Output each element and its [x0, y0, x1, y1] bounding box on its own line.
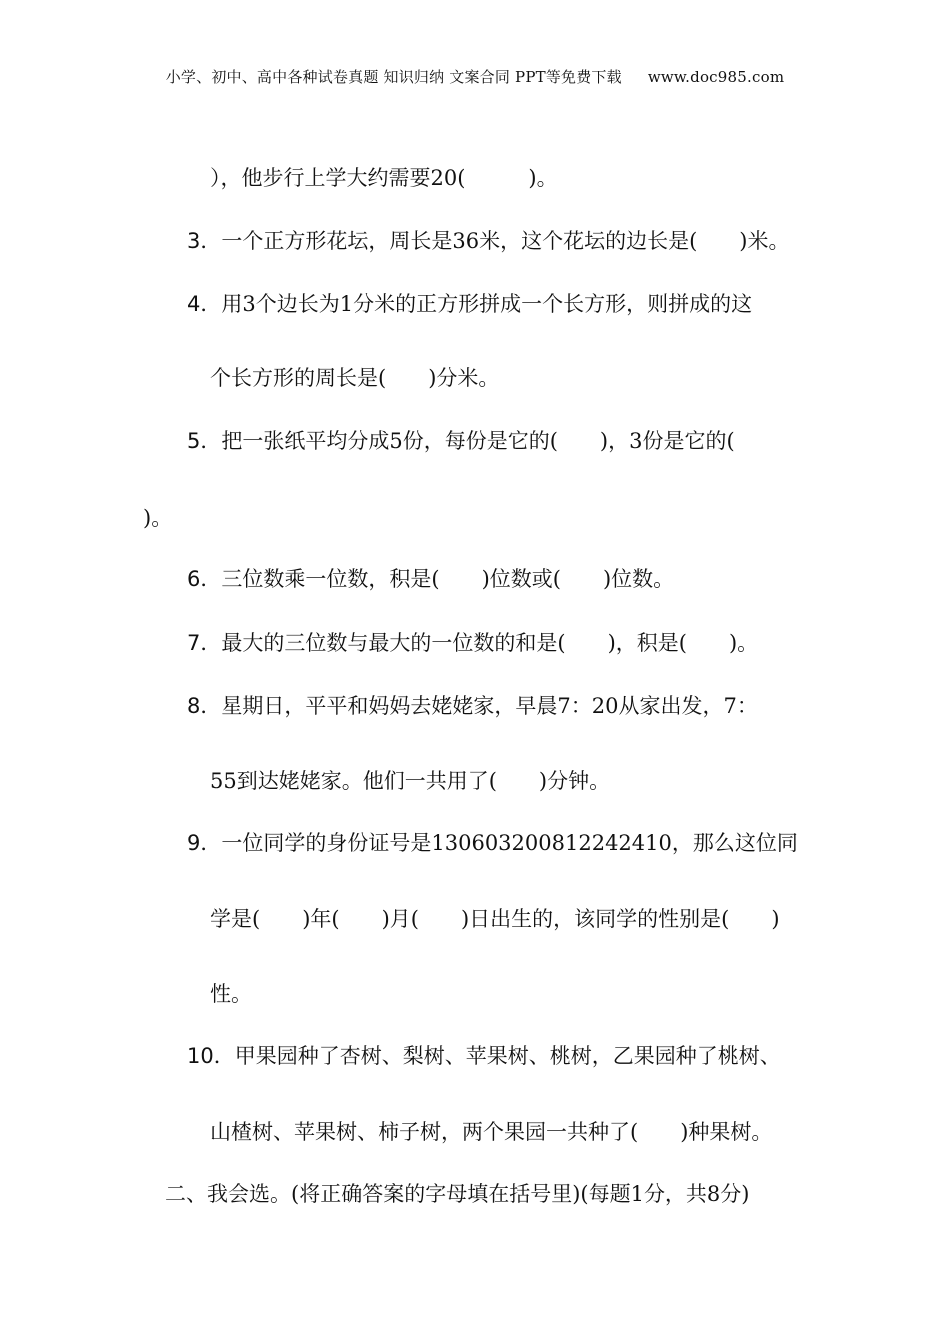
question-8-continuation: 55到达姥姥家。他们一共用了( )分钟。 — [210, 769, 611, 793]
question-text: 用3个边长为1分米的正方形拼成一个长方形，则拼成的这 — [221, 292, 753, 316]
question-4 — [187, 290, 752, 318]
question-9-continuation-2: 性。 — [210, 982, 252, 1006]
question-number: 4． — [187, 292, 222, 316]
header-url: www.doc985.com — [647, 68, 785, 86]
question-9-continuation: 学是( )年( )月( )日出生的，该同学的性别是( ) — [210, 907, 780, 931]
q2-continuation: ），他步行上学大约需要20( )。 — [210, 166, 558, 190]
header-text: 小学、初中、高中各种试卷真题 知识归纳 文案合同 PPT等免费下载 — [165, 68, 622, 86]
question-text: 把一张纸平均分成5份，每份是它的( )，3份是它的( — [221, 429, 735, 453]
question-number: 6． — [187, 567, 222, 591]
question-number: 10． — [187, 1044, 235, 1068]
question-number: 3． — [187, 229, 222, 253]
section-2-heading: 二、我会选。(将正确答案的字母填在括号里)(每题1分，共8分) — [165, 1182, 750, 1206]
question-text: 甲果园种了杏树、梨树、苹果树、桃树，乙果园种了桃树、 — [234, 1044, 781, 1068]
question-5-continuation: )。 — [143, 506, 173, 530]
page-header — [0, 66, 950, 87]
question-10 — [187, 1042, 781, 1070]
question-3 — [187, 227, 789, 255]
question-text: 三位数乘一位数，积是( )位数或( )位数。 — [221, 567, 675, 591]
question-9 — [187, 829, 798, 857]
question-number: 5． — [187, 429, 222, 453]
question-text: 星期日，平平和妈妈去姥姥家，早晨7：20从家出发，7： — [221, 694, 758, 718]
question-number: 9． — [187, 831, 222, 855]
question-4-continuation: 个长方形的周长是( )分米。 — [210, 366, 500, 390]
question-10-continuation: 山楂树、苹果树、柿子树，两个果园一共种了( )种果树。 — [210, 1120, 773, 1144]
question-5 — [187, 427, 735, 455]
question-6 — [187, 565, 674, 593]
question-8 — [187, 692, 758, 720]
question-number: 7． — [187, 631, 222, 655]
question-7 — [187, 629, 758, 657]
question-text: 一位同学的身份证号是130603200812242410，那么这位同 — [221, 831, 798, 855]
question-number: 8． — [187, 694, 222, 718]
question-text: 一个正方形花坛，周长是36米，这个花坛的边长是( )米。 — [221, 229, 790, 253]
question-text: 最大的三位数与最大的一位数的和是( )，积是( )。 — [221, 631, 759, 655]
